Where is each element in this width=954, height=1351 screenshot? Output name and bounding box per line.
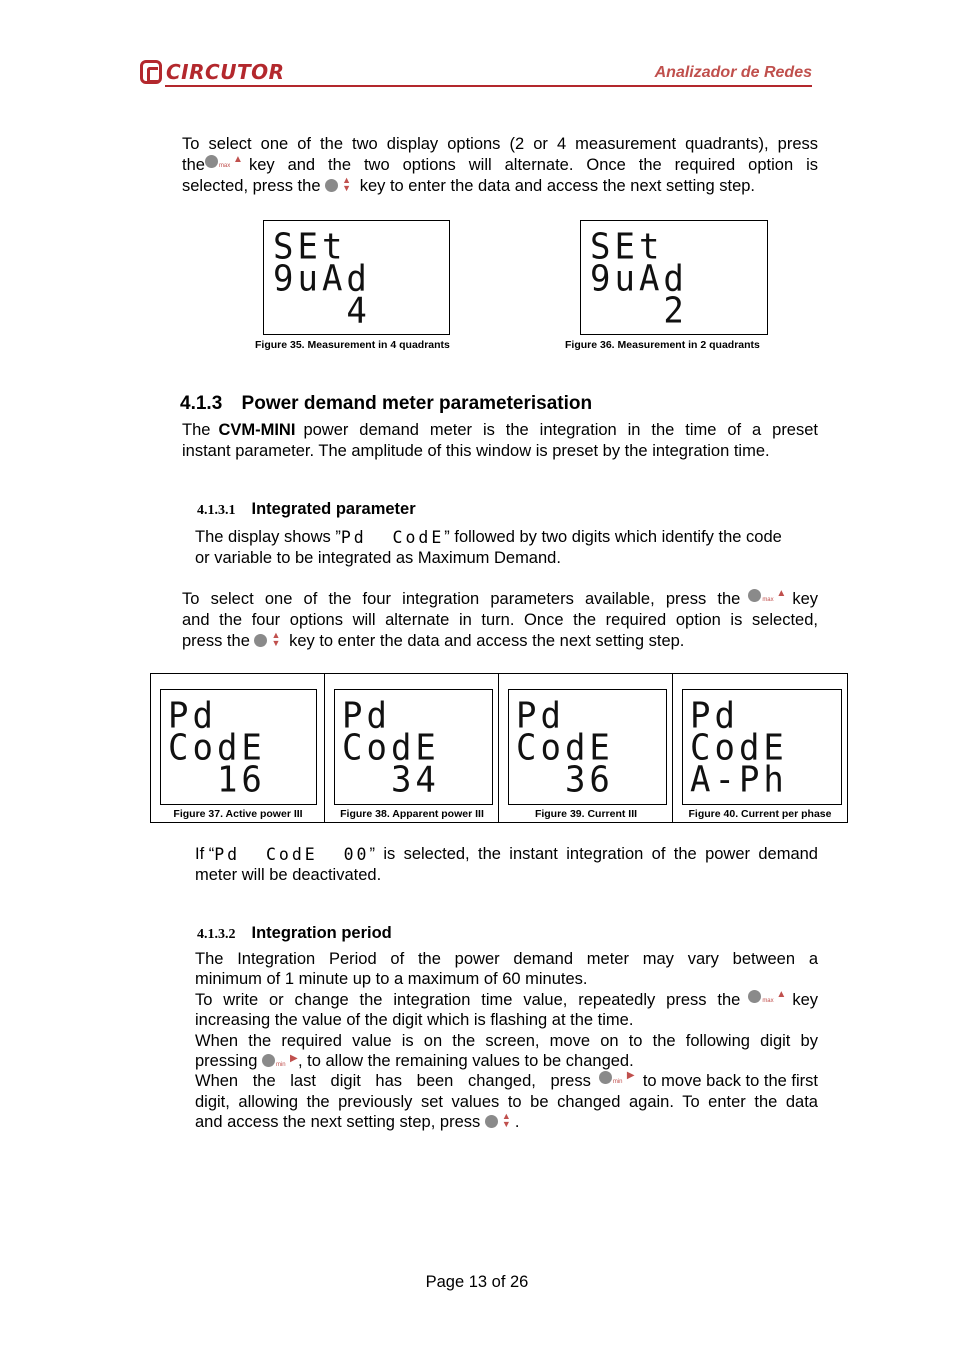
min-right-key-icon: min ▶ — [262, 1054, 298, 1068]
lcd-line: Pd — [690, 695, 739, 737]
subsection-heading-1 — [197, 500, 416, 519]
lcd-line: A-Ph — [690, 759, 788, 801]
sub1-text: key — [792, 590, 818, 608]
subsection-title: Integrated parameter — [251, 500, 416, 518]
max-up-key-icon: max ▲ — [205, 155, 241, 169]
lcd-display-quad-4 — [263, 220, 450, 335]
lcd-display-quad-2 — [580, 220, 768, 335]
sub2-text: To write or change the integration time value, repeatedly press the — [195, 990, 741, 1009]
figure-cell — [325, 674, 499, 822]
header-divider — [165, 85, 812, 87]
lcd-line: CodE — [342, 727, 440, 769]
lcd-line: CodE — [690, 727, 788, 769]
sub2-text: key — [792, 990, 818, 1009]
lcd-display-pd-36 — [508, 689, 667, 805]
sub2-text: to move back to the first — [642, 1072, 818, 1091]
sub2-text: digit, allowing the previously set values to be changed again. To enter the data — [195, 1092, 818, 1111]
sub1-text: press the — [182, 632, 250, 650]
lcd-line: CodE — [168, 727, 266, 769]
intro-paragraph — [182, 134, 818, 197]
page-number: Page 13 of 26 — [425, 1273, 529, 1291]
lcd-line: SEt — [273, 226, 347, 268]
sub2-text: The Integration Period of the power demand meter may vary between a — [195, 950, 818, 968]
subsection-title: Integration period — [251, 924, 392, 942]
intro-line-2 — [182, 155, 818, 176]
lcd-line: 9uAd — [590, 258, 688, 300]
sub2-text: When the last digit has been changed, press — [195, 1072, 591, 1091]
sub2-text: pressing — [195, 1052, 258, 1071]
intro-text: the — [182, 156, 205, 174]
lcd-line: 2 — [590, 290, 688, 332]
lcd-line: Pd — [168, 695, 217, 737]
deactivate-text: ” is selected, the instant integration of the power demand — [369, 845, 818, 863]
subsection-number: 4.1.3.1 — [197, 503, 236, 518]
sub2-text: minimum of 1 minute up to a maximum of 60 minutes. — [195, 970, 588, 989]
deactivate-text: meter will be deactivated. — [195, 866, 382, 884]
section-text: The — [182, 421, 211, 439]
section-number: 4.1.3 — [180, 393, 223, 414]
intro-line-3 — [182, 176, 818, 197]
lcd-line: 9uAd — [273, 258, 371, 300]
figure-caption: Figure 40. Current per phase — [688, 808, 832, 820]
sub1-text: and the four options will alternate in turn. Once the required option is selected, — [182, 611, 818, 629]
lcd-line: SEt — [590, 226, 664, 268]
intro-text: key to enter the data and access the next setting step. — [359, 177, 756, 195]
brand-name: CIRCUTOR — [166, 60, 285, 84]
max-up-key-icon: max ▲ — [748, 990, 784, 1004]
section-text: power demand meter is the integration in the time of a preset — [303, 421, 818, 439]
min-right-key-icon: min ▶ — [599, 1071, 635, 1085]
figure-caption: Figure 37. Active power III — [173, 808, 303, 820]
figure-cell — [673, 674, 847, 822]
intro-text: key and the two options will alternate. Once the required option is — [248, 156, 818, 174]
deactivate-text: If “ — [195, 845, 215, 863]
lcd-line: 4 — [273, 290, 371, 332]
enter-key-icon: ▲ ▼ — [485, 1115, 515, 1129]
deactivate-paragraph — [195, 844, 818, 886]
figure-cell — [151, 674, 325, 822]
max-up-key-icon: max ▲ — [748, 589, 784, 603]
figure-caption: Figure 38. Apparent power III — [340, 808, 484, 820]
lcd-line: 34 — [342, 759, 440, 801]
figure-caption: Figure 39. Current III — [534, 808, 638, 820]
sub2-paragraph — [195, 949, 818, 1133]
sub2-text: and access the next setting step, press — [195, 1113, 481, 1132]
circutor-logo-icon — [140, 60, 162, 84]
subsection-heading-2 — [197, 924, 392, 943]
section-heading — [180, 393, 592, 415]
section-paragraph — [182, 420, 818, 462]
brand-logo — [140, 58, 284, 86]
sub2-text: When the required value is on the screen, move on to the following digit by — [195, 1031, 818, 1050]
lcd-display-pd-34 — [334, 689, 493, 805]
sub2-text: . — [514, 1113, 520, 1132]
lcd-line: Pd — [342, 695, 391, 737]
intro-text: selected, press the — [182, 177, 321, 195]
lcd-line: CodE — [516, 727, 614, 769]
enter-key-icon: ▲ ▼ — [254, 634, 284, 648]
figure-cell — [499, 674, 673, 822]
pd-code-figure-table — [150, 673, 848, 823]
enter-key-icon: ▲ ▼ — [325, 179, 355, 193]
subsection-number: 4.1.3.2 — [197, 927, 236, 942]
sub2-text: increasing the value of the digit which is flashing at the time. — [195, 1011, 634, 1030]
lcd-display-pd-16 — [160, 689, 317, 805]
section-text: instant parameter. The amplitude of this window is preset by the integration time. — [182, 442, 770, 460]
sub1-paragraph-2 — [182, 589, 818, 652]
sub1-paragraph-1 — [195, 527, 818, 569]
sub1-text: To select one of the four integration parameters available, press the — [182, 590, 741, 608]
lcd-line: 16 — [168, 759, 266, 801]
lcd-line: 36 — [516, 759, 614, 801]
figure-caption: Figure 36. Measurement in 2 quadrants — [565, 339, 760, 351]
sub1-text: ” followed by two digits which identify the code — [444, 528, 782, 546]
intro-line-1: To select one of the two display options (2 or 4 measurement quadrants), press — [182, 135, 818, 153]
sub1-text: key to enter the data and access the next setting step. — [289, 632, 685, 650]
sub2-text: , to allow the remaining values to be changed. — [297, 1052, 634, 1071]
lcd-inline-text: Pd CodE — [340, 528, 445, 547]
header-title: Analizador de Redes — [654, 64, 812, 81]
lcd-inline-text: Pd CodE 00 — [214, 845, 370, 864]
lcd-display-pd-aph — [682, 689, 842, 805]
lcd-line: Pd — [516, 695, 565, 737]
product-name: CVM-MINI — [218, 421, 296, 439]
sub1-text: The display shows ” — [195, 528, 341, 546]
section-title: Power demand meter parameterisation — [241, 393, 593, 414]
sub1-text: or variable to be integrated as Maximum Demand. — [195, 549, 561, 567]
figure-caption: Figure 35. Measurement in 4 quadrants — [255, 339, 450, 351]
